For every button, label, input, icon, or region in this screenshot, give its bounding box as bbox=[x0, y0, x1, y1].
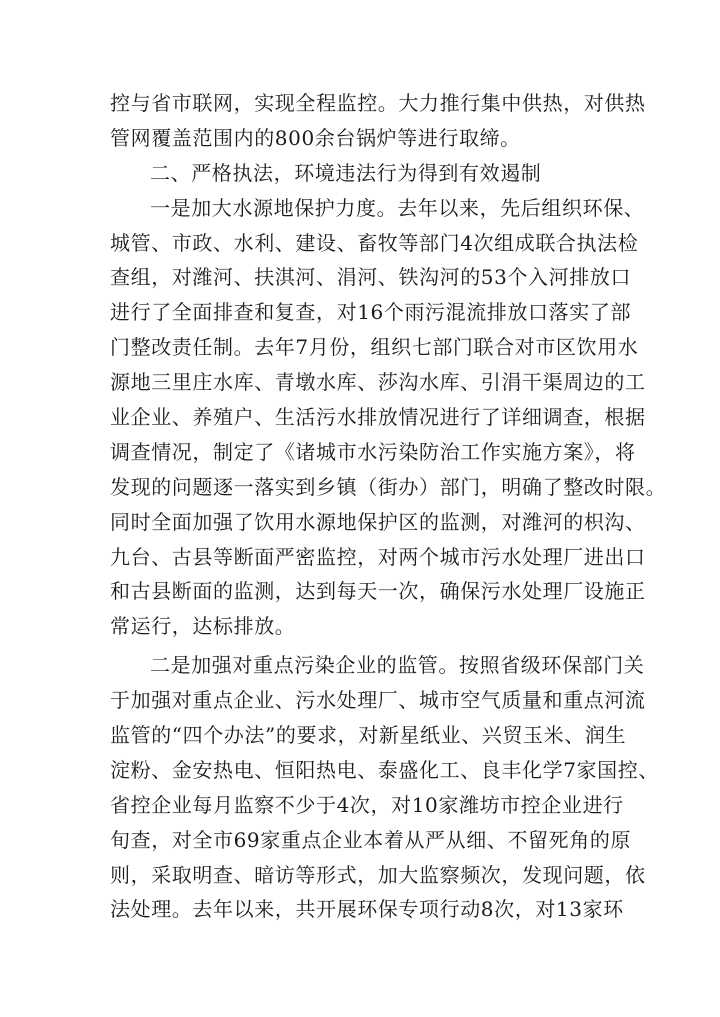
document-body bbox=[110, 86, 667, 927]
section-heading: 二、严格执法，环境违法行为得到有效遏制 bbox=[150, 160, 542, 185]
text-line: 查组，对潍河、扶淇河、涓河、铁沟河的53个入河排放口 bbox=[110, 265, 632, 290]
text-line: 同时全面加强了饮用水源地保护区的监测，对潍河的枳沟、 bbox=[110, 509, 646, 534]
text-line: 门整改责任制。去年7月份，组织七部门联合对市区饮用水 bbox=[110, 335, 639, 360]
text-line: 和古县断面的监测，达到每天一次，确保污水处理厂设施正 bbox=[110, 579, 646, 604]
text-line: 业企业、养殖户、生活污水排放情况进行了详细调查，根据 bbox=[110, 405, 646, 430]
text-line: 源地三里庄水库、青墩水库、莎沟水库、引涓干渠周边的工 bbox=[110, 370, 646, 395]
text-line: 进行了全面排查和复查，对16个雨污混流排放口落实了部 bbox=[110, 300, 632, 325]
text-line: 发现的问题逐一落实到乡镇（街办）部门，明确了整改时限。 bbox=[110, 474, 667, 499]
text-line: 管网覆盖范围内的800余台锅炉等进行取缔。 bbox=[110, 125, 521, 150]
text-line: 旬查，对全市69家重点企业本着从严从细、不留死角的原 bbox=[110, 827, 632, 852]
text-line: 常运行，达标排放。 bbox=[110, 614, 296, 639]
text-line: 调查情况，制定了《诸城市水污染防治工作实施方案》，将 bbox=[110, 439, 636, 464]
text-line: 淀粉、金安热电、恒阳热电、泰盛化工、良丰化学7家国控、 bbox=[110, 757, 659, 782]
text-line: 监管的“四个办法”的要求，对新星纸业、兴贸玉米、润生 bbox=[110, 723, 627, 748]
text-line: 于加强对重点企业、污水处理厂、城市空气质量和重点河流 bbox=[110, 688, 646, 713]
text-line: 法处理。去年以来，共开展环保专项行动8次，对13家环 bbox=[110, 897, 624, 922]
paragraph-first-line: 一是加大水源地保护力度。去年以来，先后组织环保、 bbox=[150, 195, 645, 220]
text-line: 省控企业每月监察不少于4次，对10家潍坊市控企业进行 bbox=[110, 792, 624, 817]
text-line: 九台、古县等断面严密监控，对两个城市污水处理厂进出口 bbox=[110, 544, 646, 569]
paragraph-first-line: 二是加强对重点污染企业的监管。按照省级环保部门关 bbox=[150, 653, 645, 678]
text-line: 则，采取明查、暗访等形式，加大监察频次，发现问题，依 bbox=[110, 862, 646, 887]
text-line: 控与省市联网，实现全程监控。大力推行集中供热，对供热 bbox=[110, 91, 646, 115]
text-line: 城管、市政、水利、建设、畜牧等部门4次组成联合执法检 bbox=[110, 230, 639, 255]
